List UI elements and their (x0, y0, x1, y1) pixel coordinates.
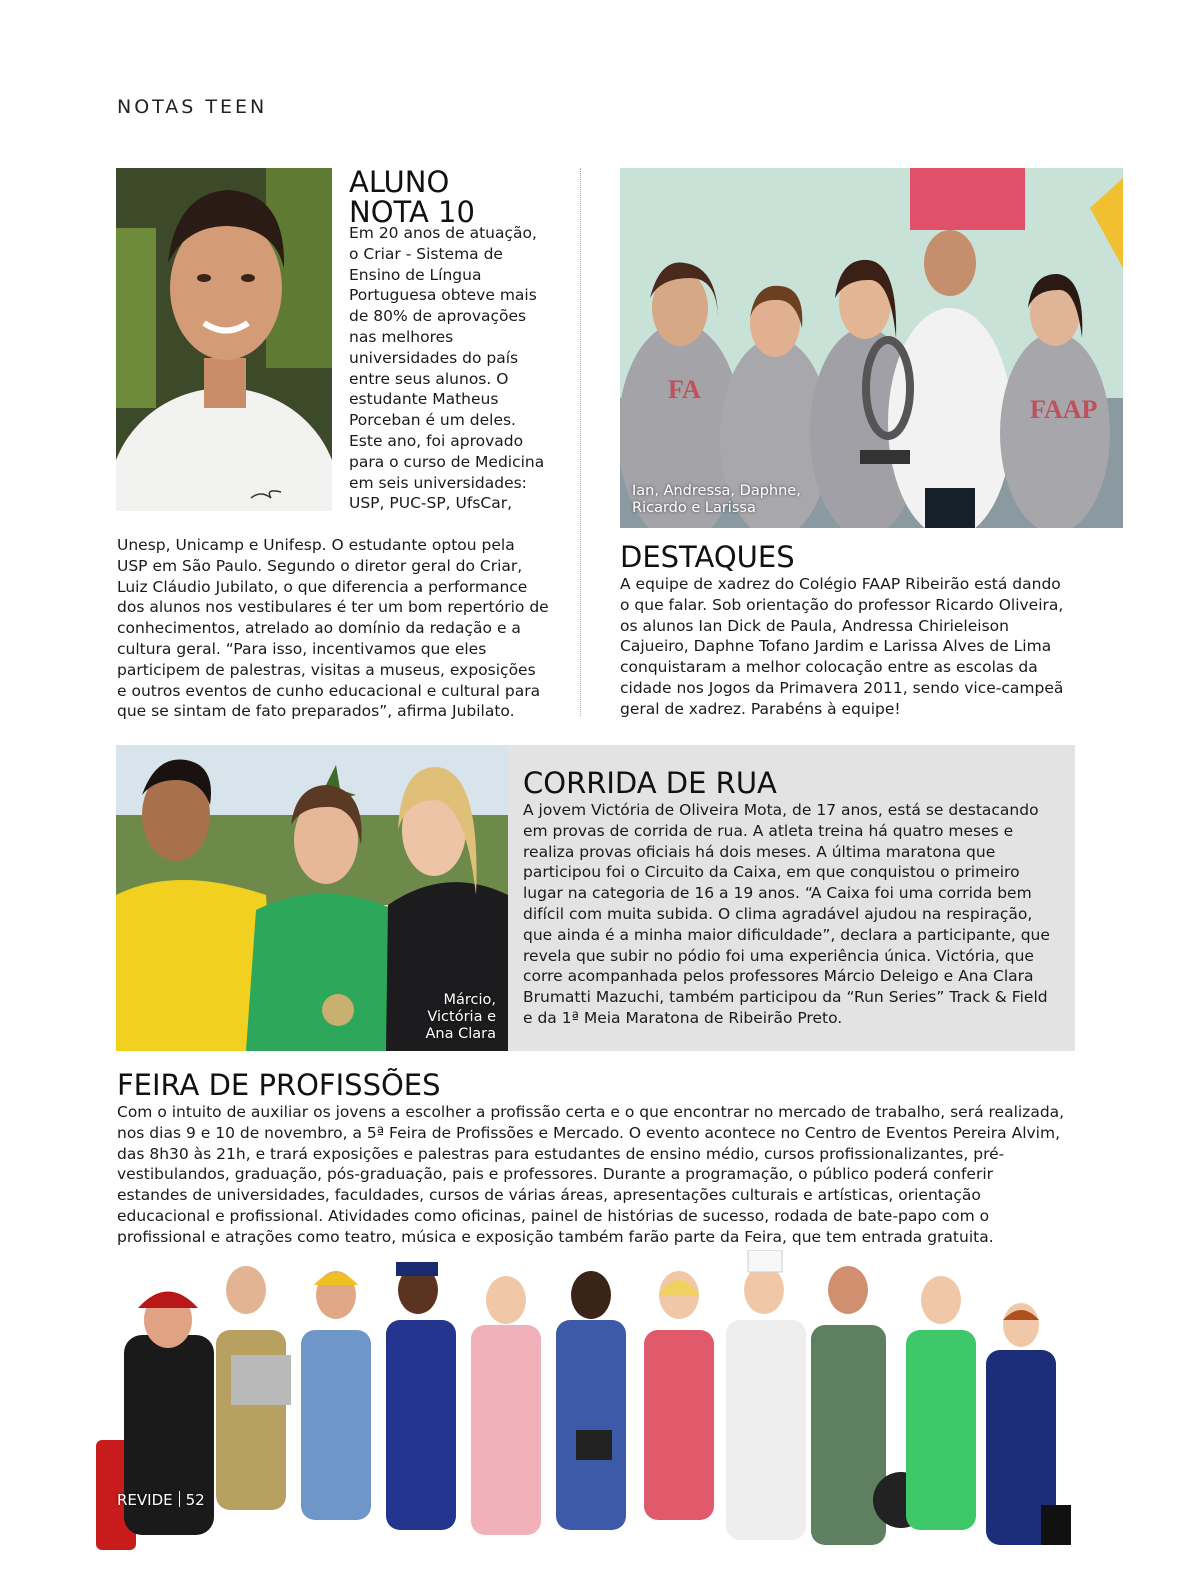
page-number: 52 (185, 1491, 205, 1509)
feira-body: Com o intuito de auxiliar os jovens a escolher a profissão certa e o que encontrar no mercado de trabalho, será realizada, nos dias 9 e 10 de novembro, a 5ª Feira de Profissões e Mercado. O evento acontece no Centro de Eventos Pereira Alvim, das 8h30 às 21h, e trará exposições e palestras para estudantes de ensino médio, cursos profissionalizantes, pré-vestibulandos, graduação, pós-graduação, pais e professores. Durante a programação, o público poderá conferir estandes de universidades, faculdades, cursos de várias áreas, apresentações culturais e artísticas, orientação educacional e profissional. Atividades como oficinas, painel de histórias de sucesso, rodada de bate-papo com o profissional e atrações como teatro, música e exposição também farão parte da Feira, que tem entrada gratuita. (117, 1103, 1065, 1246)
footer-separator (179, 1491, 180, 1507)
svg-text:FA: FA (668, 375, 701, 404)
corrida-title: CORRIDA DE RUA (523, 766, 777, 800)
magazine-name: REVIDE (117, 1491, 173, 1509)
runners-caption-line3: Ana Clara (425, 1026, 496, 1042)
runners-caption-line2: Victória e (427, 1009, 496, 1025)
aluno-title-line1: ALUNO (349, 165, 450, 199)
aluno-title-line2: NOTA 10 (349, 194, 475, 229)
feira-title: FEIRA DE PROFISSÕES (117, 1068, 441, 1102)
destaques-title: DESTAQUES (620, 540, 795, 574)
aluno-body-narrow: Em 20 anos de atuação, o Criar - Sistema de Ensino de Língua Portuguesa obteve mais de 80% de aprovações nas melhores universidades do país entre seus alunos. O estudante Matheus Porceban é um deles. Este ano, foi aprovado para o curso de Medicina em seis universidades: USP, PUC-SP, UfsCar, (349, 224, 545, 513)
page-footer (117, 1491, 205, 1509)
student-portrait-photo (116, 168, 332, 511)
chess-photo-caption (632, 483, 801, 517)
section-label: NOTAS TEEN (117, 96, 268, 118)
aluno-title (349, 165, 475, 229)
chess-team-photo (620, 168, 1123, 528)
column-divider (580, 168, 581, 716)
chess-caption-line2: Ricardo e Larissa (632, 500, 756, 516)
runners-photo (116, 745, 508, 1051)
svg-text:FAAP: FAAP (1030, 395, 1098, 424)
runners-caption-line1: Márcio, (443, 992, 496, 1008)
chess-caption-line1: Ian, Andressa, Daphne, (632, 483, 801, 499)
aluno-body-wide: Unesp, Unicamp e Unifesp. O estudante optou pela USP em São Paulo. Segundo o diretor geral do Criar, Luiz Cláudio Jubilato, o que diferencia a performance dos alunos nos vestibulares é ter um bom repertório de conhecimentos, atrelado ao domínio da redação e a cultura geral. “Para isso, incentivamos que eles participem de palestras, visitas a museus, exposições e outros eventos de cunho educacional e cultural para que se sintam de fato preparados”, afirma Jubilato. (117, 536, 549, 721)
destaques-body: A equipe de xadrez do Colégio FAAP Ribeirão está dando o que falar. Sob orientação do professor Ricardo Oliveira, os alunos Ian Dick de Paula, Andressa Chirieleison Cajueiro, Daphne Tofano Jardim e Larissa Alves de Lima conquistaram a melhor colocação entre as escolas da cidade nos Jogos da Primavera 2011, sendo vice-campeã geral de xadrez. Parabéns à equipe! (620, 575, 1064, 718)
corrida-body: A jovem Victória de Oliveira Mota, de 17 anos, está se destacando em provas de corrida de rua. A atleta treina há quatro meses e realiza provas oficiais há dois meses. A última maratona que participou foi o Circuito da Caixa, em que conquistou o primeiro lugar na categoria de 16 a 19 anos. “A Caixa foi uma corrida bem difícil com muita subida. O clima agradável ajudou na respiração, que ainda é a minha maior dificuldade”, declara a participante, que revela que subir no pódio foi uma experiência única. Victória, que corre acompanhada pelos professores Márcio Deleigo e Ana Clara Brumatti Mazuchi, também participou da “Run Series” Track & Field e da 1ª Meia Maratona de Ribeirão Preto. (523, 801, 1050, 1027)
runners-photo-caption (426, 992, 497, 1043)
profession-figurines-photo (96, 1250, 1096, 1575)
